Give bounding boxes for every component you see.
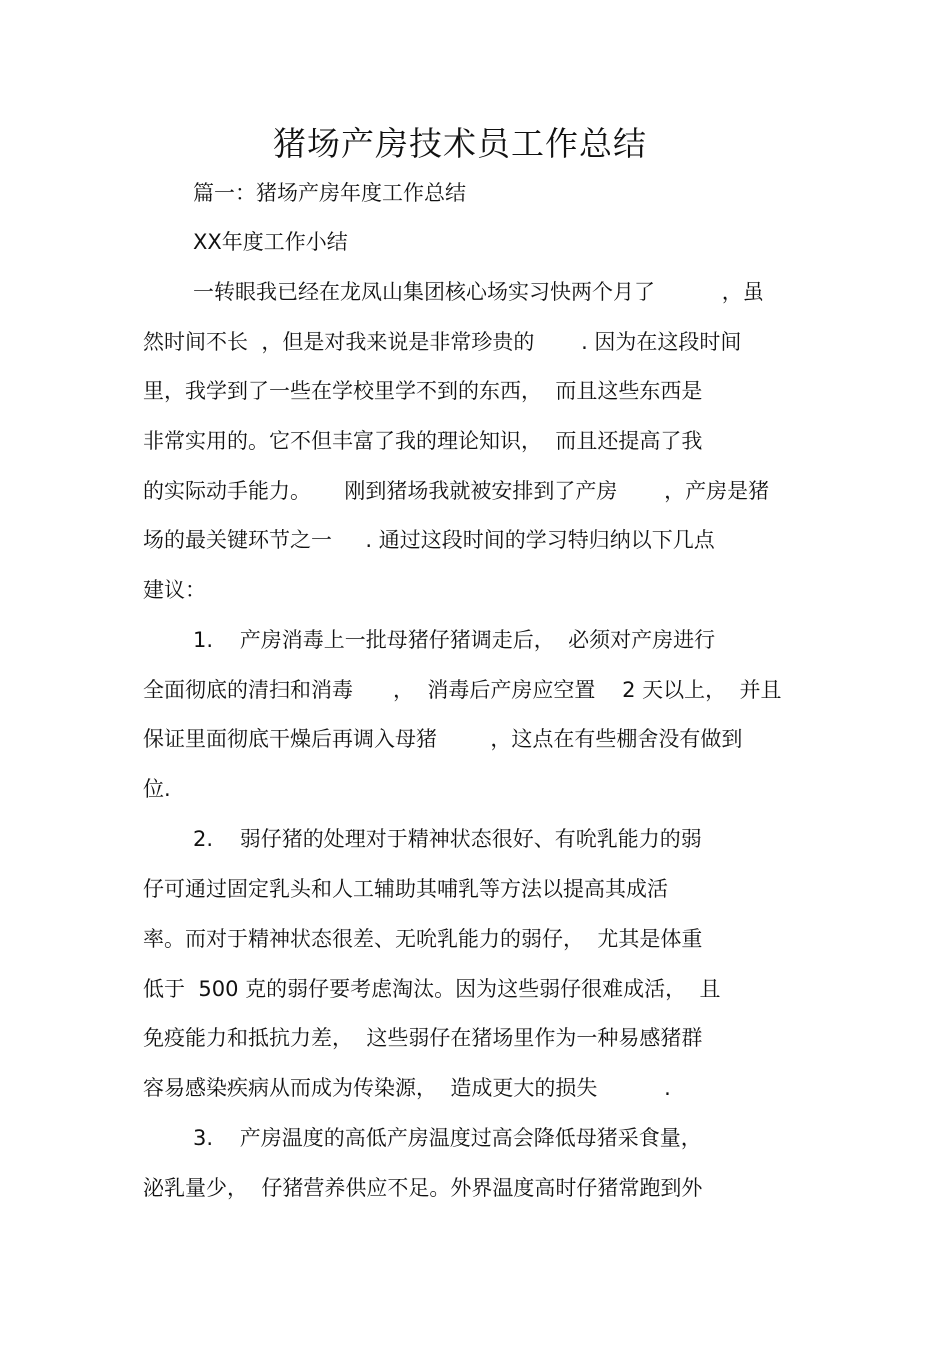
paragraph-line: 里，我学到了一些在学校里学不到的东西， 而且这些东西是 [143,379,703,403]
section-heading: 篇一：猪场产房年度工作总结 [193,181,466,205]
paragraph-line: 率。而对于精神状态很差、无吮乳能力的弱仔， 尤其是体重 [143,927,703,951]
list-item-2: 2. 弱仔猪的处理对于精神状态很好、有吮乳能力的弱 [193,827,702,851]
paragraph-line: 非常实用的。它不但丰富了我的理论知识， 而且还提高了我 [143,429,703,453]
paragraph-line: 全面彻底的清扫和消毒 ， 消毒后产房应空置 2 天以上， 并且 [143,678,782,702]
paragraph-line: 的实际动手能力。 刚到猪场我就被安排到了产房 ，产房是猪 [143,479,770,503]
list-item-1: 1. 产房消毒上一批母猪仔猪调走后， 必须对产房进行 [193,628,716,652]
paragraph-line: 然时间不长 ，但是对我来说是非常珍贵的 . 因为在这段时间 [143,330,742,354]
subheading: XX年度工作小结 [193,230,348,254]
paragraph-line: 保证里面彻底干燥后再调入母猪 ，这点在有些棚舍没有做到 [143,727,743,751]
paragraph-line: 低于 500 克的弱仔要考虑淘汰。因为这些弱仔很难成活， 且 [143,977,721,1001]
paragraph-line: 一转眼我已经在龙凤山集团核心场实习快两个月了 ，虽 [193,280,764,304]
paragraph-line: 免疫能力和抵抗力差， 这些弱仔在猪场里作为一种易感猪群 [143,1026,703,1050]
document-title: 猪场产房技术员工作总结 [273,124,647,163]
paragraph-line: 仔可通过固定乳头和人工辅助其哺乳等方法以提高其成活 [143,877,668,901]
paragraph-line: 位. [143,777,171,801]
paragraph-line: 泌乳量少， 仔猪营养供应不足。外界温度高时仔猪常跑到外 [143,1176,703,1200]
paragraph-line: 建议： [143,578,206,602]
paragraph-line: 场的最关键环节之一 . 通过这段时间的学习特归纳以下几点 [143,528,715,552]
paragraph-line: 容易感染疾病从而成为传染源， 造成更大的损失 . [143,1076,671,1100]
list-item-3: 3. 产房温度的高低产房温度过高会降低母猪采食量， [193,1126,702,1150]
